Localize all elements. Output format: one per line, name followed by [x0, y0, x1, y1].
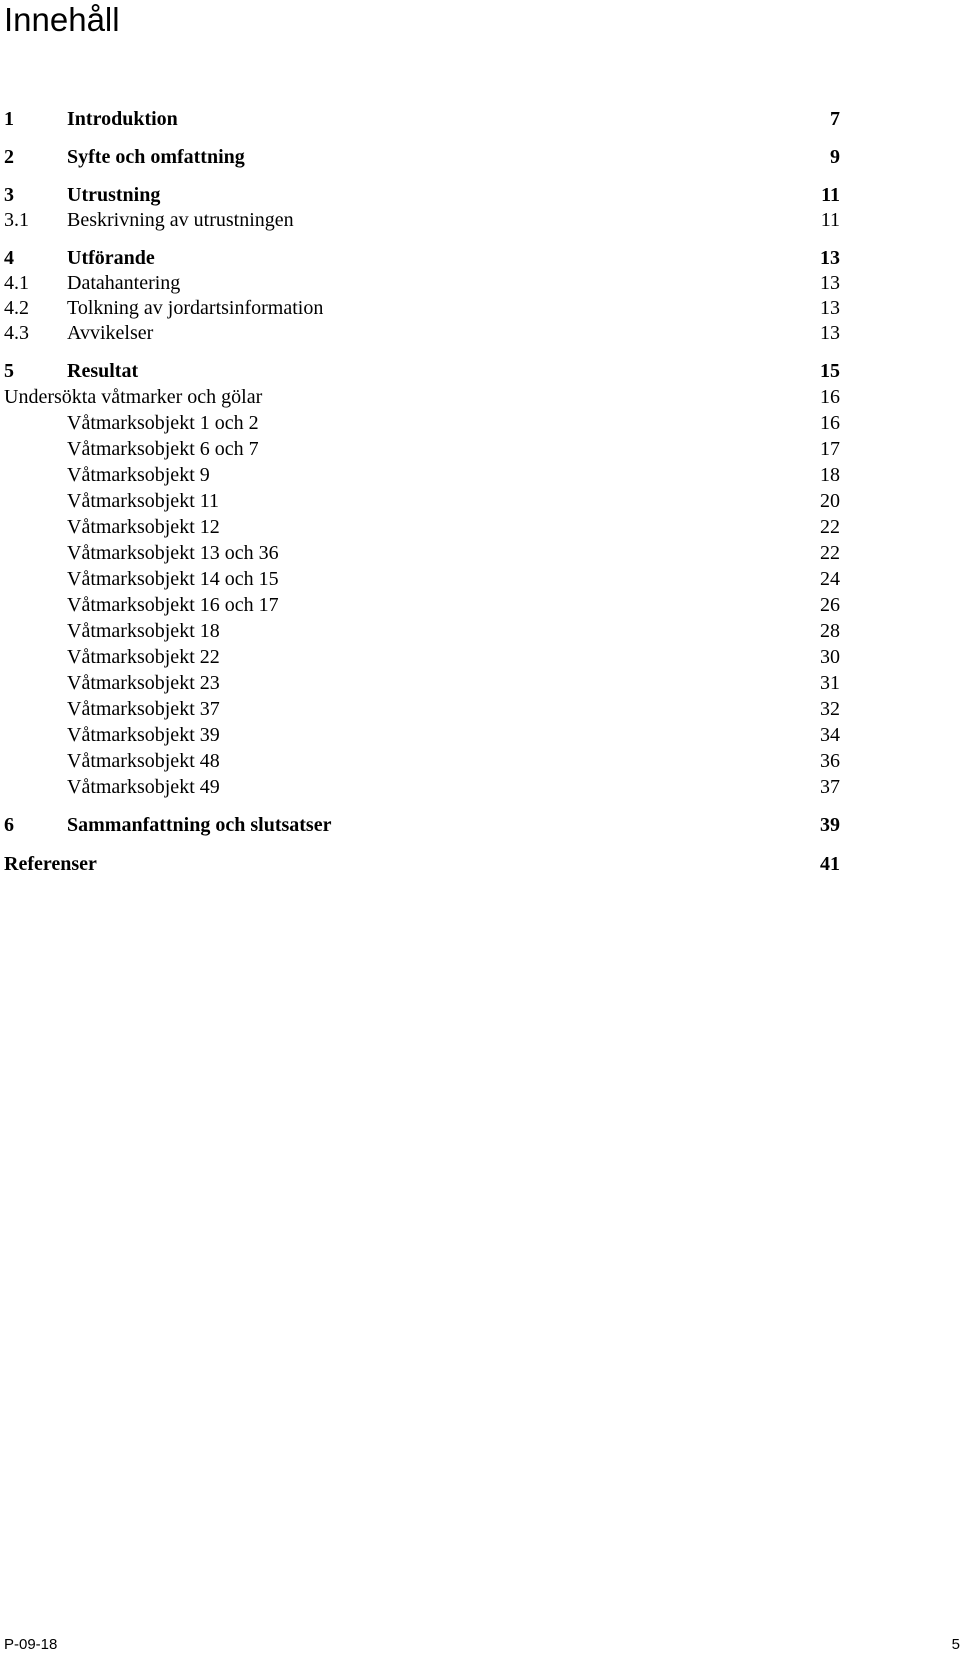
toc-entry-label: Våtmarksobjekt 37 — [67, 698, 220, 720]
toc-entry-tolkning[interactable] — [0, 295, 840, 321]
toc-entry-label: Syfte och omfattning — [67, 146, 245, 168]
toc-entry-sammanfattning[interactable] — [0, 812, 840, 838]
toc-entry-label: Avvikelser — [67, 322, 154, 344]
toc-entry-objekt-18[interactable] — [0, 618, 840, 644]
toc-entry-page: 17 — [820, 438, 840, 460]
toc-entry-number: 3 — [4, 184, 14, 206]
toc-entry-label: Våtmarksobjekt 9 — [67, 464, 210, 486]
toc-entry-introduktion[interactable] — [0, 106, 840, 132]
toc-entry-label: Utförande — [67, 247, 155, 269]
toc-entry-page: 13 — [820, 322, 840, 344]
toc-entry-label: Våtmarksobjekt 12 — [67, 516, 220, 538]
toc-entry-page: 37 — [820, 776, 840, 798]
toc-entry-objekt-37[interactable] — [0, 696, 840, 722]
toc-entry-resultat[interactable] — [0, 358, 840, 384]
toc-entry-label: Utrustning — [67, 184, 161, 206]
toc-entry-page: 16 — [820, 386, 840, 408]
toc-entry-label: Våtmarksobjekt 6 och 7 — [67, 438, 259, 460]
toc-entry-label: Våtmarksobjekt 11 — [67, 490, 220, 512]
toc-entry-label: Våtmarksobjekt 23 — [67, 672, 220, 694]
toc-entry-number: 4.1 — [4, 272, 29, 294]
toc-entry-syfte[interactable] — [0, 144, 840, 170]
toc-entry-page: 24 — [820, 568, 840, 590]
toc-entry-undersokta[interactable] — [0, 384, 840, 410]
toc-entry-page: 31 — [820, 672, 840, 694]
toc-entry-label: Våtmarksobjekt 14 och 15 — [67, 568, 279, 590]
toc-entry-label: Våtmarksobjekt 1 och 2 — [67, 412, 259, 434]
toc-entry-objekt-22[interactable] — [0, 644, 840, 670]
toc-entry-label: Beskrivning av utrustningen — [67, 209, 294, 231]
toc-entry-label: Sammanfattning och slutsatser — [67, 814, 332, 836]
toc-entry-label: Resultat — [67, 360, 139, 382]
toc-entry-label: Våtmarksobjekt 16 och 17 — [67, 594, 279, 616]
toc-entry-page: 20 — [820, 490, 840, 512]
toc-entry-page: 36 — [820, 750, 840, 772]
toc-entry-beskrivning[interactable] — [0, 207, 840, 233]
toc-entry-objekt-9[interactable] — [0, 462, 840, 488]
toc-entry-number: 4.3 — [4, 322, 29, 344]
toc-entry-objekt-11[interactable] — [0, 488, 840, 514]
toc-entry-objekt-12[interactable] — [0, 514, 840, 540]
toc-entry-label: Våtmarksobjekt 13 och 36 — [67, 542, 279, 564]
toc-entry-referenser[interactable] — [0, 851, 840, 877]
toc-entry-objekt-39[interactable] — [0, 722, 840, 748]
toc-entry-utforande[interactable] — [0, 245, 840, 271]
toc-entry-number: 6 — [4, 814, 14, 836]
toc-entry-objekt-48[interactable] — [0, 748, 840, 774]
toc-entry-label: Våtmarksobjekt 48 — [67, 750, 220, 772]
toc-entry-page: 39 — [820, 814, 840, 836]
toc-entry-utrustning[interactable] — [0, 182, 840, 208]
toc-entry-page: 11 — [820, 209, 840, 231]
toc-entry-number: 5 — [4, 360, 14, 382]
toc-entry-page: 28 — [820, 620, 840, 642]
toc-entry-label: Referenser — [4, 853, 97, 875]
toc-entry-page: 30 — [820, 646, 840, 668]
toc-entry-page: 32 — [820, 698, 840, 720]
toc-entry-page: 13 — [820, 247, 840, 269]
toc-entry-objekt-49[interactable] — [0, 774, 840, 800]
toc-entry-label: Tolkning av jordartsinformation — [67, 297, 324, 319]
page-footer — [0, 1634, 960, 1656]
toc-entry-page: 34 — [820, 724, 840, 746]
toc-entry-page: 26 — [820, 594, 840, 616]
toc-entry-objekt-1-2[interactable] — [0, 410, 840, 436]
toc-entry-number: 4 — [4, 247, 14, 269]
toc-entry-number: 2 — [4, 146, 14, 168]
page-title: Innehåll — [4, 1, 120, 38]
toc-entry-page: 13 — [820, 297, 840, 319]
toc-entry-page: 9 — [830, 146, 840, 168]
toc-entry-objekt-14-15[interactable] — [0, 566, 840, 592]
toc-entry-page: 13 — [820, 272, 840, 294]
toc-entry-page: 7 — [830, 108, 840, 130]
toc-entry-objekt-16-17[interactable] — [0, 592, 840, 618]
toc-entry-page: 15 — [820, 360, 840, 382]
toc-entry-label: Våtmarksobjekt 22 — [67, 646, 220, 668]
toc-entry-label: Introduktion — [67, 108, 178, 130]
toc-entry-page: 16 — [820, 412, 840, 434]
toc-entry-label: Datahantering — [67, 272, 181, 294]
toc-entry-datahantering[interactable] — [0, 270, 840, 296]
toc-entry-page: 18 — [820, 464, 840, 486]
toc-entry-page: 11 — [821, 184, 840, 206]
toc-entry-label: Våtmarksobjekt 18 — [67, 620, 220, 642]
toc-entry-label: Våtmarksobjekt 39 — [67, 724, 220, 746]
toc-entry-objekt-23[interactable] — [0, 670, 840, 696]
toc-entry-page: 41 — [820, 853, 840, 875]
toc-entry-number: 3.1 — [4, 209, 29, 231]
toc-entry-label: Undersökta våtmarker och gölar — [4, 386, 263, 408]
toc-entry-page: 22 — [820, 516, 840, 538]
toc-entry-page: 22 — [820, 542, 840, 564]
toc-entry-objekt-6-7[interactable] — [0, 436, 840, 462]
toc-entry-number: 1 — [4, 108, 14, 130]
report-id: P-09-18 — [4, 1636, 58, 1653]
page-number: 5 — [951, 1636, 960, 1653]
toc-entry-objekt-13-36[interactable] — [0, 540, 840, 566]
toc-entry-avvikelser[interactable] — [0, 320, 840, 346]
toc-entry-number: 4.2 — [4, 297, 29, 319]
toc-entry-label: Våtmarksobjekt 49 — [67, 776, 220, 798]
